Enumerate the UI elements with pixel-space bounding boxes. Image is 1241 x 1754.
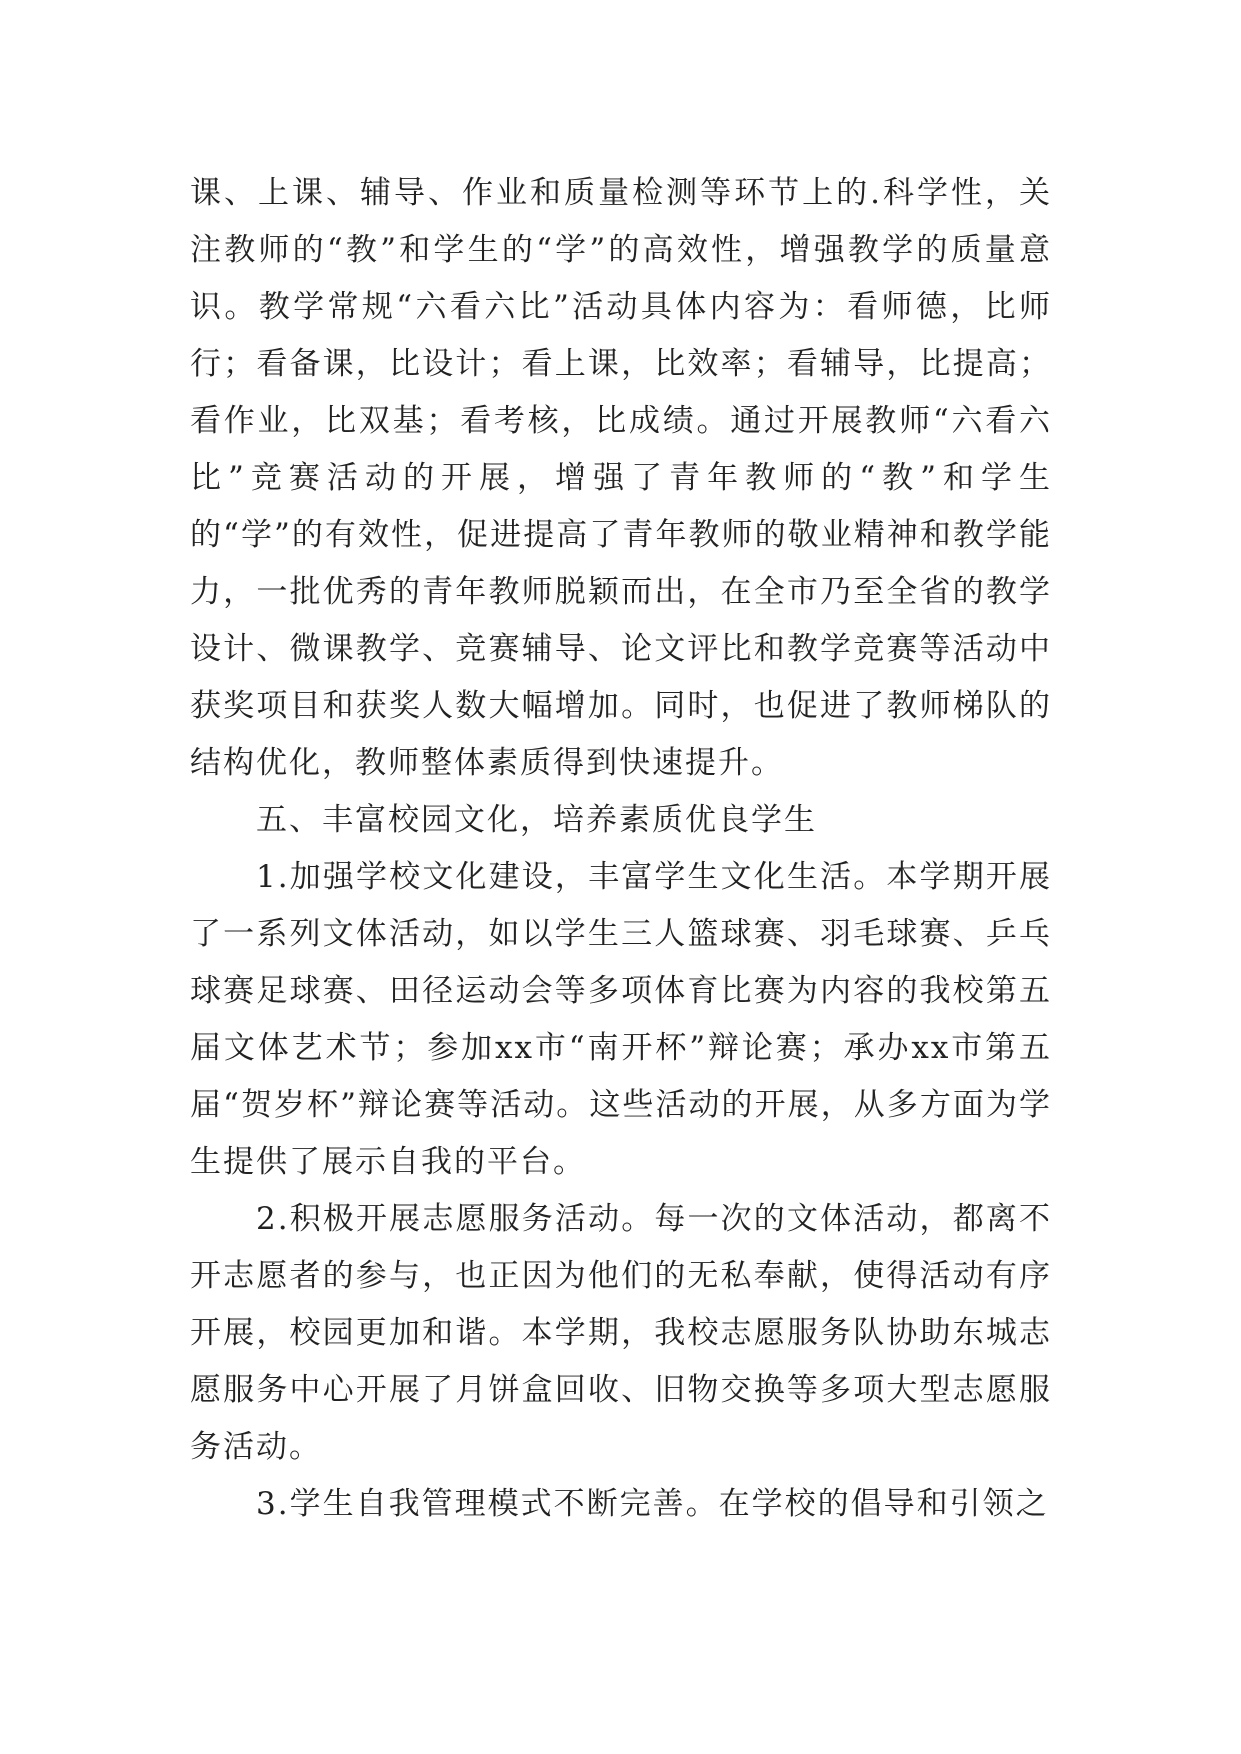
paragraph-teaching-routine: 课、上课、辅导、作业和质量检测等环节上的.科学性，关注教师的“教”和学生的“学”的高效性，增强教学的质量意识。教学常规“六看六比”活动具体内容为：看师德，比师行；看备课，比设计；看上课，比效率；看辅导，比提高；看作业，比双基；看考核，比成绩。通过开展教师“六看六比”竞赛活动的开展，增强了青年教师的“教”和学生的“学”的有效性，促进提高了青年教师的敬业精神和教学能力，一批优秀的青年教师脱颖而出，在全市乃至全省的教学设计、微课教学、竞赛辅导、论文评比和教学竞赛等活动中获奖项目和获奖人数大幅增加。同时，也促进了教师梯队的结构优化，教师整体素质得到快速提升。 [190,175,1052,781]
section-heading-campus-culture: 五、丰富校园文化，培养素质优良学生 [256,802,817,838]
paragraph-item-3-self-management: 3.学生自我管理模式不断完善。在学校的倡导和引领之 [256,1486,1049,1522]
paragraph-item-2-volunteer-service: 2.积极开展志愿服务活动。每一次的文体活动，都离不开志愿者的参与，也正因为他们的无私奉献，使得活动有序开展，校园更加和谐。本学期，我校志愿服务队协助东城志愿服务中心开展了月饼盒回收、旧物交换等多项大型志愿服务活动。 [190,1201,1052,1465]
paragraph-item-1-culture-building: 1.加强学校文化建设，丰富学生文化生活。本学期开展了一系列文体活动，如以学生三人篮球赛、羽毛球赛、乒乓球赛足球赛、田径运动会等多项体育比赛为内容的我校第五届文体艺术节；参加xx市“南开杯”辩论赛；承办xx市第五届“贺岁杯”辩论赛等活动。这些活动的开展，从多方面为学生提供了展示自我的平台。 [190,859,1052,1180]
document-body [190,165,1052,1533]
